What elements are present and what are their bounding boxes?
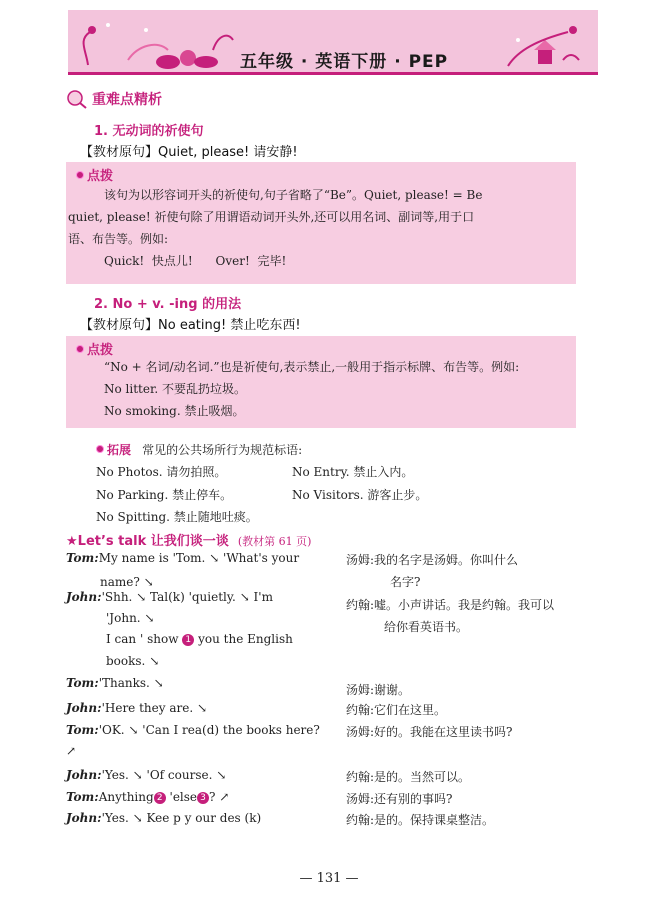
page-number: — 131 — [299,871,359,886]
translation-line: 汤姆:谢谢。 [346,683,411,697]
source-label: 【教材原句】 [80,145,159,160]
tip-line: 语、布告等。例如: [68,232,169,246]
translation-line: 约翰:是的。当然可以。 [346,770,471,784]
dialogue-line: books. ↘ [106,654,160,668]
dialogue-line: ↗ [66,744,77,758]
sign-item: No Spitting. 禁止随地吐痰。 [96,510,258,524]
sign-item: No Photos. 请勿拍照。 [96,465,227,479]
dialogue-line: Tom:Anything 2 'else 3 ? ↗ [66,790,230,804]
tip-box-2 [66,336,576,428]
dialogue-line: name? ↘ [100,575,154,589]
translation-line: 给你看英语书。 [384,620,469,634]
point2-title: 2. No + v. -ing 的用法 [94,297,242,312]
dialogue-line: John:'Shh. ↘ Tal(k) 'quietly. ↘ I'm [66,590,273,604]
book-title: 五年级 · 英语下册 · PEP [240,52,449,72]
tip-line: No litter. 不要乱扔垃圾。 [104,382,247,396]
bullet-icon [96,445,104,453]
sign-item: No Visitors. 游客止步。 [292,488,428,502]
point2-source [80,314,301,333]
point1-title: 1. 无动词的祈使句 [94,124,204,139]
tip-line: 该句为以形容词开头的祈使句,句子省略了“Be”。Quiet, please! = Be [104,188,483,202]
note-marker-1: 1 [182,634,194,646]
header-underline [68,72,598,75]
talk-heading: ★Let’s talk 让我们谈一谈 (教材第 61 页) [66,534,312,549]
translation-line: 汤姆:好的。我能在这里读书吗? [346,725,513,739]
source-text: No eating! 禁止吃东西! [158,318,301,333]
source-text: Quiet, please! 请安静! [158,145,298,160]
translation-line: 汤姆:我的名字是汤姆。你叫什么 [346,553,519,567]
tip-line: No smoking. 禁止吸烟。 [104,404,245,418]
tip-heading: 点拨 [76,165,113,184]
dialogue-line: John:'Here they are. ↘ [66,701,208,715]
tip-line: quiet, please! 祈使句除了用谓语动词开头外,还可以用名词、副词等,用于口 [68,210,475,224]
dialogue-line: I can ' show 1 you the English [106,632,293,646]
point1-source [80,141,298,160]
bullet-icon [76,345,84,353]
tip-example: Quick! 快点儿! Over! 完毕! [104,254,287,268]
extension-heading: 拓展 常见的公共场所行为规范标语: [96,439,302,458]
sign-item: No Parking. 禁止停车。 [96,488,233,502]
tip-line: “No + 名词/动名词.”也是祈使句,表示禁止,一般用于指示标牌、布告等。例如: [104,360,520,374]
magnifier-icon [66,89,88,109]
dialogue-line: John:'Yes. ↘ 'Of course. ↘ [66,768,227,782]
tip-heading: 点拨 [76,339,113,358]
translation-line: 约翰:它们在这里。 [346,703,447,717]
translation-line: 汤姆:还有别的事吗? [346,792,453,806]
translation-line: 名字? [390,575,421,589]
tip-box-1 [66,162,576,284]
sign-item: No Entry. 禁止入内。 [292,465,414,479]
dialogue-line: Tom:My name is 'Tom. ↘ 'What's your [66,551,300,565]
translation-line: 约翰:是的。保持课桌整洁。 [346,813,495,827]
note-marker-2: 2 [154,792,166,804]
dialogue-line: 'John. ↘ [106,611,155,625]
bullet-icon [76,171,84,179]
source-label: 【教材原句】 [80,318,159,333]
note-marker-3: 3 [197,792,209,804]
translation-line: 约翰:嘘。小声讲话。我是约翰。我可以 [346,598,555,612]
dialogue-line: Tom:'Thanks. ↘ [66,676,164,690]
dialogue-line: John:'Yes. ↘ Kee p y our des (k) [66,811,262,825]
section-title: 重难点精析 [92,92,162,108]
page-header [0,0,658,78]
dialogue-line: Tom:'OK. ↘ 'Can I rea(d) the books here? [66,723,320,737]
